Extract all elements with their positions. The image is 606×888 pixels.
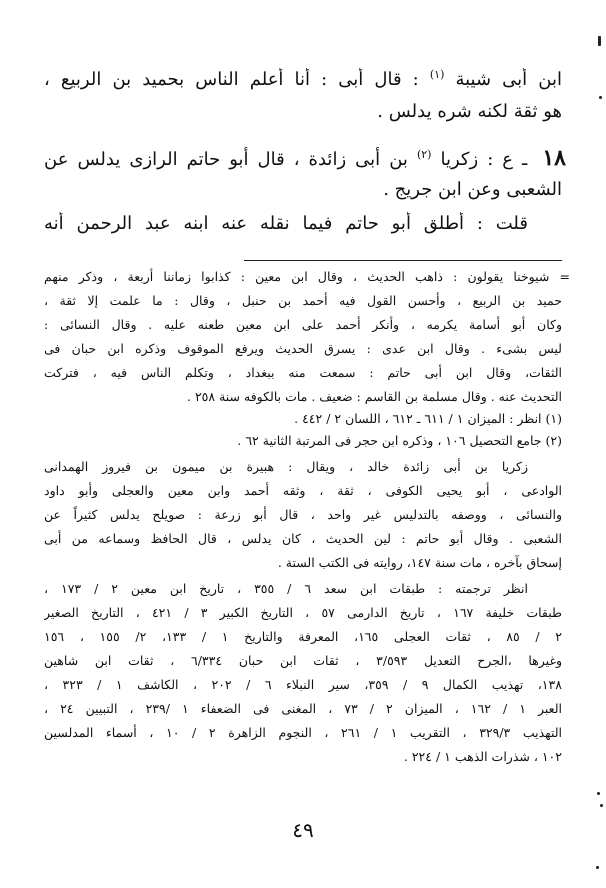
footnote-line: الثقات، وقال ابن أبى حاتم : سمعت منه ببغداد ، وتكلم الناس فيه ، فتركت	[44, 365, 562, 380]
footnote-line: انظر ترجمته : طبقات ابن سعد ٦ / ٣٥٥ ، تاريخ ابن معين ٢ / ١٧٣ ،	[44, 581, 528, 596]
scan-dot	[597, 792, 600, 795]
main-text-line	[44, 146, 566, 172]
main-text-fragment: : قال أبى : أنا أعلم الناس بحميد بن الربيع ،	[44, 69, 419, 90]
footnote-line: التحديث عنه . وقال مسلمة بن القاسم : ضعيف . مات بالكوفه سنة ٢٥٨ .	[186, 389, 562, 404]
footnote-line: زكريا بن أبى زائدة خالد ، ويقال : هبيرة بن ميمون بن فيروز الهمدانى	[44, 459, 528, 474]
footnote-line: = شيوخنا يقولون : ذاهب الحديث ، وقال ابن معين : كذابوا زماننا أربعة ، وذكر منهم	[44, 269, 570, 284]
main-text-line: هو ثقة لكنه شره يدلس .	[377, 101, 562, 122]
footnote-line: ١٣٨، تهذيب الكمال ٩ / ٣٥٩، سير النبلاء ٦ / ٢٠٢ ، الكاشف ١ / ٣٢٣ ،	[44, 677, 562, 692]
footnote-line: ٢ / ٨٥ ، ثقات العجلى ١٦٥، المعرفة والتاريخ ١ / ١٣٣، ٢/ ١٥٥ ، ١٥٦	[44, 629, 562, 644]
scan-edge-mark	[598, 36, 601, 46]
footnote-line: حميد بن الربيع ، وأحسن القول فيه أحمد بن حنبل ، وقال : ما علمت إلا ثقة ،	[44, 293, 562, 308]
main-text-fragment: ابن أبى شيبة	[455, 69, 562, 90]
main-text-fragment: ـ ع : زكريا	[440, 149, 528, 170]
footnote-line: العبر ١ / ١٦٢ ، الميزان ٢ / ٧٣ ، المغنى فى الضعفاء ١ /٢٣٩ ، التبيين ٢٤ ،	[44, 701, 562, 716]
footnote-line: إسحاق بآخره ، مات سنة ١٤٧، روايته فى الكتب الستة .	[277, 555, 562, 570]
main-text-line: الشعبى وعن ابن جريج .	[383, 179, 562, 200]
footnote-line: وكان أبو أسامة يكرمه ، وأنكر أحمد على ابن معين طعنه عليه . وقال النسائى :	[44, 317, 562, 332]
footnote-reference-2: (٢)	[416, 148, 432, 161]
footnote-reference-1: (١)	[429, 68, 445, 81]
footnote-line: الوادعى ، أبو يحيى الكوفى ، ثقة ، وثقه أحمد وابن معين والعجلى وأبو داود	[44, 483, 562, 498]
footnote-line: التهذيب ٣٢٩/٣ ، التقريب ١ / ٢٦١ ، النجوم الزاهرة ٢ / ١٠ ، أسماء المدلسين	[44, 725, 562, 740]
main-text-line: قلت : أطلق أبو حاتم فيما نقله عنه ابنه عبد الرحمن أنه	[44, 213, 528, 234]
page-number: ٤٩	[292, 818, 314, 842]
footnote-line: وغيرها ،الجرح التعديل ٣/٥٩٣ ، ثقات ابن حبان ٦/٣٣٤ ، ثقات ابن شاهين	[44, 653, 562, 668]
scan-dot	[600, 804, 603, 807]
main-text-line	[44, 68, 562, 92]
scan-dot	[599, 96, 602, 99]
main-text-fragment: بن أبى زائدة ، قال أبو حاتم الرازى يدلس عن	[44, 149, 408, 170]
scan-dot	[596, 866, 599, 869]
footnote-line: ١٠٢ ، شذرات الذهب ١ / ٢٢٤ .	[403, 749, 562, 764]
footnote-line: والنسائى ، ووصفه بالتدليس غير واحد ، قال أبو زرعة : صويلح يدلس كثيراً عن	[44, 507, 562, 522]
footnote-line: ليس بشىء . وقال ابن عدى : يسرق الحديث ويرفع الموقوف وذكره ابن حبان فى	[44, 341, 562, 356]
footnote-2: (٢) جامع التحصيل ١٠٦ ، وذكره ابن حجر فى المرتبة الثانية ٦٢ .	[237, 433, 562, 448]
footnote-separator	[244, 260, 562, 261]
footnote-line: الشعبى . وقال أبو حاتم : لين الحديث ، كان يدلس ، قال الحافظ وسماعه من أبى	[44, 531, 562, 546]
entry-number: ١٨	[542, 146, 566, 171]
footnote-line: طبقات خليفة ١٦٧ ، تاريخ الدارمى ٥٧ ، التاريخ الكبير ٣ / ٤٢١ ، التاريخ الصغير	[44, 605, 562, 620]
footnote-1: (١) انظر : الميزان ١ / ٦١١ ـ ٦١٢ ، اللسان ٢ / ٤٤٢ .	[294, 411, 562, 426]
